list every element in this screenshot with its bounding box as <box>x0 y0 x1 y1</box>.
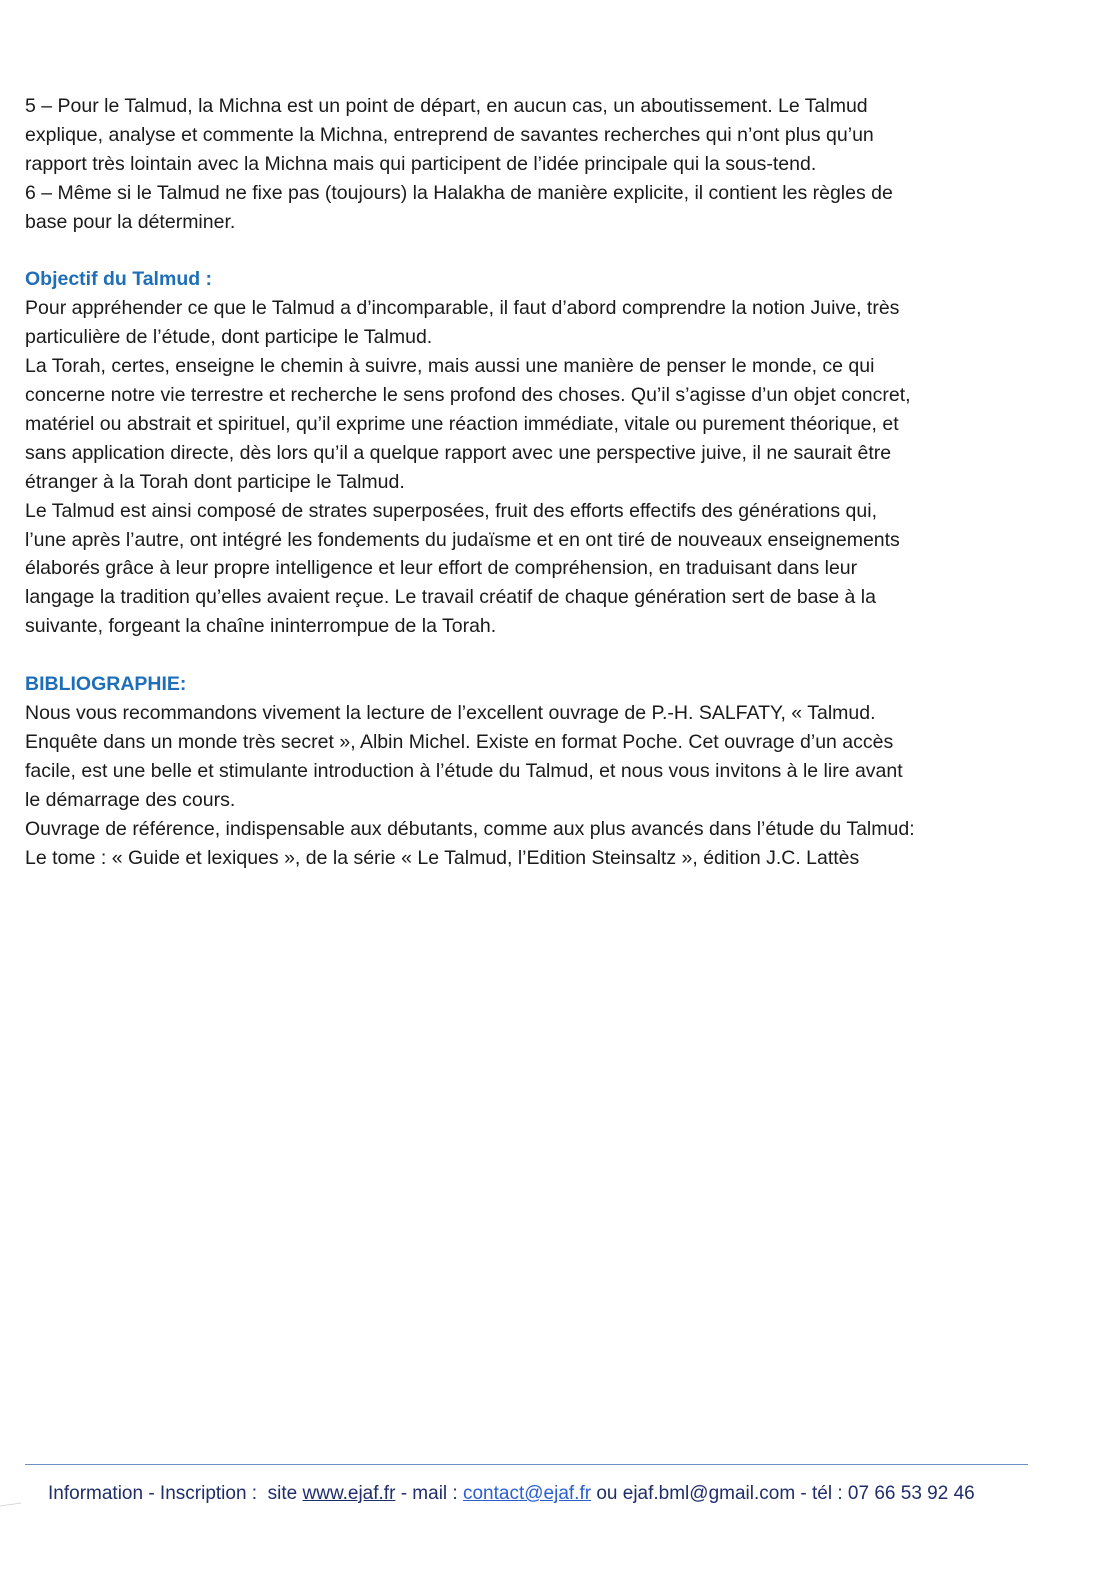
bibliographie-line: Le tome : « Guide et lexiques », de la série « Le Talmud, l’Edition Steinsaltz », édition J.C. Lattès <box>25 846 860 869</box>
objectif-line: matériel ou abstrait et spirituel, qu’il exprime une réaction immédiate, vitale ou purement théorique, et <box>25 412 899 435</box>
objectif-line: La Torah, certes, enseigne le chemin à suivre, mais aussi une manière de penser le monde, ce qui <box>25 355 875 378</box>
objectif-line: sans application directe, dès lors qu’il a quelque rapport avec une perspective juive, il ne saurait être <box>25 441 892 464</box>
objectif-line: étranger à la Torah dont participe le Talmud. <box>25 470 405 493</box>
intro-line: rapport très lointain avec la Michna mais qui participent de l’idée principale qui la sous-tend. <box>25 152 817 175</box>
bibliographie-paragraph <box>25 699 1075 872</box>
objectif-line: particulière de l’étude, dont participe le Talmud. <box>25 326 433 349</box>
bibliographie-line: le démarrage des cours. <box>25 788 236 811</box>
objectif-line: langage la tradition qu’elles avaient reçue. Le travail créatif de chaque génération sert de base à la <box>25 586 876 609</box>
intro-line: base pour la déterminer. <box>25 210 236 233</box>
objectif-line: l’une après l’autre, ont intégré les fondements du judaïsme et en ont tiré de nouveaux enseignements <box>25 528 900 551</box>
site-link[interactable]: www.ejaf.fr <box>302 1483 396 1504</box>
objectif-line: élaborés grâce à leur propre intelligence et leur effort de compréhension, en traduisant dans leur <box>25 557 858 580</box>
objectif-line: suivante, forgeant la chaîne ininterrompue de la Torah. <box>25 615 497 638</box>
paragraph-spacer <box>25 641 1075 670</box>
footer-contact <box>48 1481 975 1507</box>
intro-line: explique, analyse et commente la Michna, entreprend de savantes recherches qui n’ont plus qu’un <box>25 123 874 146</box>
document-body <box>25 92 1075 872</box>
bibliographie-heading: BIBLIOGRAPHIE: <box>25 673 187 696</box>
bibliographie-line: Ouvrage de référence, indispensable aux débutants, comme aux plus avancés dans l’étude du Talmud: <box>25 817 915 840</box>
objectif-line: Pour appréhender ce que le Talmud a d’incomparable, il faut d’abord comprendre la notion Juive, très <box>25 297 900 320</box>
intro-line: 5 – Pour le Talmud, la Michna est un point de départ, en aucun cas, un aboutissement. Le Talmud <box>25 95 868 117</box>
page-corner-mark <box>0 1503 23 1517</box>
bibliographie-line: facile, est une belle et stimulante introduction à l’étude du Talmud, et nous vous invitons à le lire avant <box>25 759 903 782</box>
bibliographie-line: Nous vous recommandons vivement la lecture de l’excellent ouvrage de P.-H. SALFATY, « Talmud. <box>25 702 876 724</box>
intro-paragraph <box>25 92 1075 237</box>
mail-link[interactable]: contact@ejaf.fr <box>462 1483 592 1504</box>
footer-rest: ou ejaf.bml@gmail.com - tél : 07 66 53 92 46 <box>591 1483 975 1504</box>
bibliographie-line: Enquête dans un monde très secret », Albin Michel. Existe en format Poche. Cet ouvrage d’un accès <box>25 730 894 753</box>
objectif-paragraph <box>25 294 1075 641</box>
footer-mail-separator: - mail : <box>395 1483 463 1504</box>
objectif-line: concerne notre vie terrestre et recherche le sens profond des choses. Qu’il s’agisse d’un objet concret, <box>25 384 911 407</box>
footer-divider <box>25 1464 1028 1465</box>
objectif-line: Le Talmud est ainsi composé de strates superposées, fruit des efforts effectifs des générations qui, <box>25 499 877 522</box>
objectif-heading: Objectif du Talmud : <box>25 268 213 291</box>
intro-line: 6 – Même si le Talmud ne fixe pas (toujours) la Halakha de manière explicite, il contient les règles de <box>25 181 893 204</box>
paragraph-spacer <box>25 237 1075 266</box>
footer-prefix: Information - Inscription : site <box>48 1483 303 1504</box>
